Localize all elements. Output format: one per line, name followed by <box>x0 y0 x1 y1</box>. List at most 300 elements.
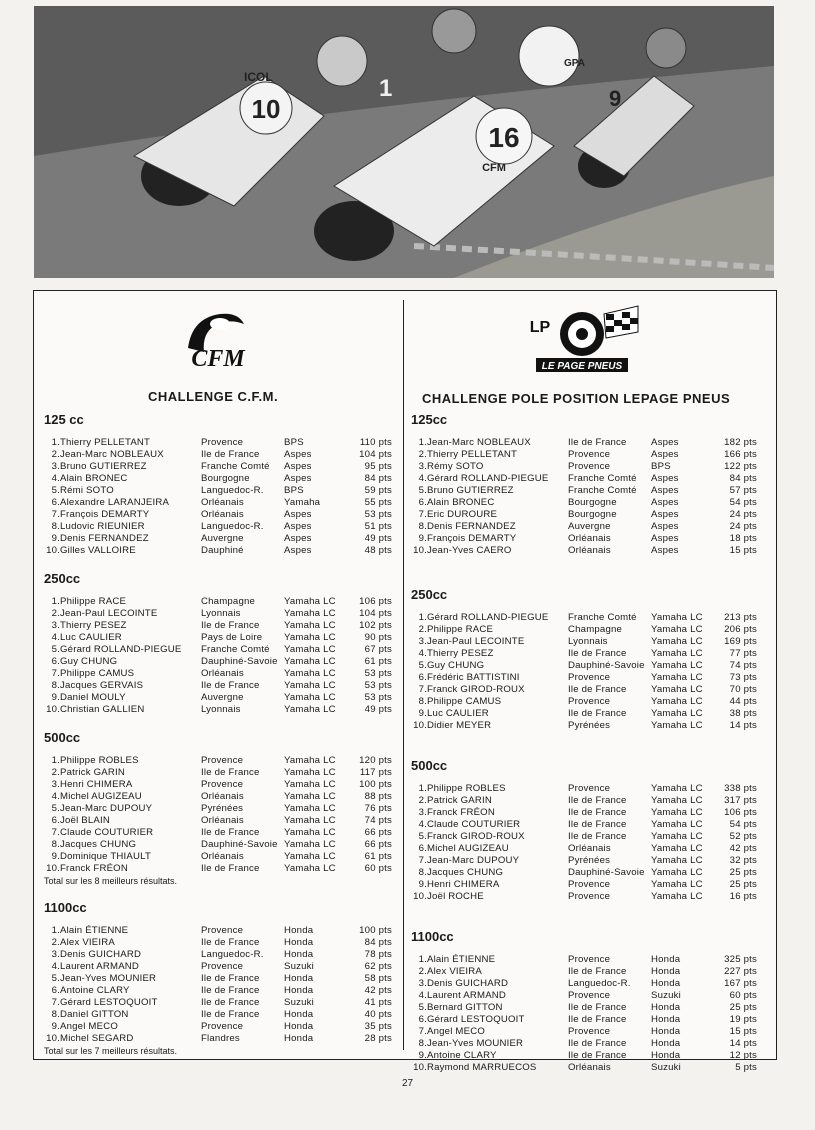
region: Provence <box>568 879 611 890</box>
rank: 6. <box>51 815 60 826</box>
lepage-logo <box>520 302 644 381</box>
region: Champagne <box>568 624 623 635</box>
table-row <box>44 791 392 803</box>
bike: Yamaha LC <box>651 672 703 683</box>
bike: Yamaha LC <box>651 891 703 902</box>
points: 19 pts <box>729 1014 757 1025</box>
bike: Honda <box>651 954 681 965</box>
points: 110 pts <box>359 437 392 448</box>
rider-name: Jean-Paul LECOINTE <box>60 608 158 619</box>
rider-name: Jacques CHUNG <box>427 867 504 878</box>
bike: Honda <box>284 925 314 936</box>
bike: Aspes <box>651 545 679 556</box>
rider-name: Michel SEGARD <box>60 1033 134 1044</box>
rider-name: Jean-Marc NOBLEAUX <box>60 449 164 460</box>
region: Ile de France <box>201 620 260 631</box>
rider-name: Denis GUICHARD <box>60 949 142 960</box>
lepage-results <box>411 412 757 1074</box>
table-row <box>411 978 757 990</box>
points: 15 pts <box>729 545 757 556</box>
rank: 10. <box>46 1033 60 1044</box>
rank: 3. <box>51 620 60 631</box>
points: 60 pts <box>364 863 392 874</box>
bike-number-1: 1 <box>379 75 393 102</box>
rank: 2. <box>418 624 427 635</box>
rider-name: Franck FRÉON <box>427 807 495 818</box>
category-section <box>44 900 392 1056</box>
rank: 2. <box>51 767 60 778</box>
table-row <box>411 831 757 843</box>
bike: Yamaha LC <box>284 755 336 766</box>
right-column-title: CHALLENGE POLE POSITION LEPAGE PNEUS <box>422 391 731 406</box>
rider-name: Thierry PELLETANT <box>427 449 518 460</box>
bike: Yamaha LC <box>651 807 703 818</box>
rank: 2. <box>51 608 60 619</box>
rider-name: Guy CHUNG <box>427 660 485 671</box>
table-row <box>411 819 757 831</box>
region: Provence <box>568 696 611 707</box>
points: 18 pts <box>729 533 757 544</box>
points: 104 pts <box>359 608 392 619</box>
rank: 6. <box>51 656 60 667</box>
category-heading: 500cc <box>411 758 448 773</box>
rank: 8. <box>418 521 427 532</box>
table-row <box>44 437 392 449</box>
rider-name: Thierry PELLETANT <box>60 437 151 448</box>
rider-name: Jean-Paul LECOINTE <box>427 636 525 647</box>
region: Pyrénées <box>201 803 244 814</box>
points: 61 pts <box>364 656 392 667</box>
region: Lyonnais <box>568 636 608 647</box>
bike: Yamaha LC <box>651 783 703 794</box>
bike: Aspes <box>651 485 679 496</box>
rider-name: Angel MECO <box>427 1026 485 1037</box>
region: Lyonnais <box>201 704 241 715</box>
rider-name: Antoine CLARY <box>427 1050 497 1061</box>
rank: 9. <box>51 692 60 703</box>
rank: 9. <box>51 1021 60 1032</box>
table-row <box>411 708 757 720</box>
table-row <box>44 620 392 632</box>
rank: 7. <box>51 997 60 1008</box>
bike: Aspes <box>651 509 679 520</box>
rider-name: Gérard ROLLAND-PIEGUE <box>427 473 549 484</box>
rider-name: Franck GIROD-ROUX <box>427 684 525 695</box>
rank: 8. <box>51 521 60 532</box>
points: 90 pts <box>364 632 392 643</box>
points: 182 pts <box>724 437 757 448</box>
category-heading: 1100cc <box>44 900 87 915</box>
rider-name: Philippe RACE <box>427 624 494 635</box>
rider-name: Michel AUGIZEAU <box>427 843 509 854</box>
rider-name: Claude COUTURIER <box>427 819 521 830</box>
points: 25 pts <box>729 879 757 890</box>
points: 53 pts <box>364 668 392 679</box>
rider-name: Alexandre LARANJEIRA <box>60 497 170 508</box>
rider-name: Laurent ARMAND <box>60 961 140 972</box>
rank: 3. <box>418 461 427 472</box>
points: 62 pts <box>364 961 392 972</box>
sponsor-icol: ICOL <box>244 70 273 84</box>
rank: 5. <box>51 644 60 655</box>
bike: Yamaha LC <box>651 612 703 623</box>
points: 206 pts <box>724 624 757 635</box>
region: Provence <box>201 437 244 448</box>
lepage-logo-mark <box>520 302 644 376</box>
table-row <box>44 1009 392 1021</box>
bike: Yamaha LC <box>651 879 703 890</box>
table-row <box>44 755 392 767</box>
region: Orléanais <box>568 545 611 556</box>
rider-name: Bruno GUTIERREZ <box>60 461 147 472</box>
rider-name: Daniel MOULY <box>60 692 126 703</box>
rider-name: Philippe ROBLES <box>427 783 506 794</box>
rank: 7. <box>418 855 427 866</box>
table-row <box>44 839 392 851</box>
table-row <box>411 497 757 509</box>
points: 100 pts <box>359 779 392 790</box>
region: Ile de France <box>201 937 260 948</box>
points: 61 pts <box>364 851 392 862</box>
points: 213 pts <box>724 612 757 623</box>
region: Ile de France <box>201 973 260 984</box>
bike: Aspes <box>284 509 312 520</box>
bike: Aspes <box>284 533 312 544</box>
table-row <box>411 545 757 557</box>
table-row <box>44 521 392 533</box>
rider-name: Franck GIROD-ROUX <box>427 831 525 842</box>
rank: 5. <box>51 485 60 496</box>
rank: 6. <box>418 497 427 508</box>
rider-name: Antoine CLARY <box>60 985 130 996</box>
table-row <box>44 473 392 485</box>
region: Provence <box>568 461 611 472</box>
rank: 10. <box>46 704 60 715</box>
rank: 4. <box>51 791 60 802</box>
table-row <box>44 803 392 815</box>
bike: Yamaha LC <box>284 620 336 631</box>
rank: 3. <box>51 779 60 790</box>
points: 60 pts <box>729 990 757 1001</box>
rider-name: Denis GUICHARD <box>427 978 509 989</box>
table-row <box>44 863 392 875</box>
rider-name: Philippe CAMUS <box>60 668 135 679</box>
points: 53 pts <box>364 692 392 703</box>
region: Ile de France <box>568 708 627 719</box>
rank: 1. <box>418 612 427 623</box>
rank: 3. <box>418 978 427 989</box>
table-row <box>44 1033 392 1045</box>
points: 74 pts <box>364 815 392 826</box>
points: 42 pts <box>729 843 757 854</box>
category-heading: 250cc <box>411 587 448 602</box>
region: Ile de France <box>201 997 260 1008</box>
points: 122 pts <box>724 461 757 472</box>
bike: Yamaha LC <box>651 855 703 866</box>
rider-name: Guy CHUNG <box>60 656 118 667</box>
table-row <box>44 704 392 716</box>
points: 120 pts <box>359 755 392 766</box>
table-row <box>411 1002 757 1014</box>
region: Franche Comté <box>201 461 270 472</box>
category-section <box>44 730 392 886</box>
region: Provence <box>568 891 611 902</box>
rank: 8. <box>51 1009 60 1020</box>
rider-name: Michel AUGIZEAU <box>60 791 142 802</box>
bike: Aspes <box>651 473 679 484</box>
region: Lyonnais <box>201 608 241 619</box>
region: Ile de France <box>201 863 260 874</box>
page-number: 27 <box>401 1078 414 1089</box>
table-row <box>411 855 757 867</box>
table-row <box>411 720 757 732</box>
rider-name: Henri CHIMERA <box>60 779 133 790</box>
rider-name: Eric DUROURE <box>427 509 498 520</box>
table-row <box>411 612 757 624</box>
points: 14 pts <box>729 720 757 731</box>
table-row <box>44 680 392 692</box>
rank: 10. <box>413 891 427 902</box>
table-row <box>44 973 392 985</box>
bike: Aspes <box>284 473 312 484</box>
table-row <box>411 954 757 966</box>
bike: Yamaha LC <box>651 831 703 842</box>
region: Ile de France <box>568 1038 627 1049</box>
region: Provence <box>568 449 611 460</box>
region: Dauphiné-Savoie <box>568 660 645 671</box>
region: Ile de France <box>568 1050 627 1061</box>
rider-name: Alex VIEIRA <box>60 937 115 948</box>
bike: Yamaha LC <box>651 684 703 695</box>
rider-name: Patrick GARIN <box>60 767 125 778</box>
points: 54 pts <box>729 819 757 830</box>
table-row <box>411 966 757 978</box>
region: Bourgogne <box>201 473 250 484</box>
bike: Yamaha LC <box>284 704 336 715</box>
rider-name: Luc CAULIER <box>427 708 489 719</box>
bike: Aspes <box>651 437 679 448</box>
bike: Aspes <box>284 461 312 472</box>
rank: 6. <box>418 1014 427 1025</box>
rider-name: Jean-Yves MOUNIER <box>427 1038 524 1049</box>
category-heading: 125cc <box>411 412 448 427</box>
region: Auvergne <box>201 692 244 703</box>
rider-name: François DEMARTY <box>427 533 517 544</box>
bike: Yamaha LC <box>284 692 336 703</box>
table-row <box>411 485 757 497</box>
bike: Yamaha LC <box>284 851 336 862</box>
table-row <box>44 767 392 779</box>
region: Auvergne <box>201 533 244 544</box>
category-section <box>411 929 757 1074</box>
region: Dauphiné-Savoie <box>201 839 278 850</box>
points: 51 pts <box>364 521 392 532</box>
rider-name: Christian GALLIEN <box>60 704 145 715</box>
region: Ile de France <box>201 680 260 691</box>
rank: 4. <box>418 648 427 659</box>
points: 338 pts <box>724 783 757 794</box>
bike: Honda <box>651 966 681 977</box>
table-row <box>44 632 392 644</box>
rider-name: Denis FERNANDEZ <box>427 521 516 532</box>
bike: Yamaha LC <box>651 636 703 647</box>
results-table <box>411 783 757 903</box>
points: 169 pts <box>724 636 757 647</box>
region: Languedoc-R. <box>201 485 264 496</box>
rider-name: Jean-Yves MOUNIER <box>60 973 157 984</box>
bike: Aspes <box>651 521 679 532</box>
rider-name: Alain ÉTIENNE <box>60 925 129 936</box>
table-row <box>44 656 392 668</box>
rank: 8. <box>418 1038 427 1049</box>
table-row <box>411 648 757 660</box>
points: 49 pts <box>364 704 392 715</box>
points: 59 pts <box>364 485 392 496</box>
rider-name: Frédéric BATTISTINI <box>427 672 520 683</box>
rider-name: Philippe CAMUS <box>427 696 502 707</box>
points: 102 pts <box>359 620 392 631</box>
rank: 5. <box>51 803 60 814</box>
table-row <box>411 437 757 449</box>
category-section <box>411 412 757 557</box>
rank: 7. <box>418 684 427 695</box>
region: Bourgogne <box>568 497 617 508</box>
points: 74 pts <box>729 660 757 671</box>
rider-name: Thierry PESEZ <box>427 648 494 659</box>
category-section <box>44 571 392 716</box>
rank: 10. <box>413 1062 427 1073</box>
region: Provence <box>568 954 611 965</box>
points: 95 pts <box>364 461 392 472</box>
region: Orléanais <box>568 533 611 544</box>
table-row <box>44 937 392 949</box>
region: Provence <box>201 755 244 766</box>
table-row <box>44 596 392 608</box>
bike: Yamaha LC <box>284 767 336 778</box>
region: Pyrénées <box>568 720 611 731</box>
bike: Honda <box>284 1009 314 1020</box>
rider-name: Bruno GUTIERREZ <box>427 485 514 496</box>
bike: Honda <box>284 949 314 960</box>
rank: 2. <box>418 966 427 977</box>
region: Orléanais <box>201 791 244 802</box>
region: Ile de France <box>201 1009 260 1020</box>
points: 166 pts <box>724 449 757 460</box>
table-row <box>411 783 757 795</box>
table-row <box>44 449 392 461</box>
lepage-monogram: LP <box>529 319 551 336</box>
bike-number-9: 9 <box>609 86 622 111</box>
rank: 6. <box>418 672 427 683</box>
category-heading: 1100cc <box>411 929 454 944</box>
rank: 3. <box>51 949 60 960</box>
table-row <box>44 997 392 1009</box>
table-row <box>411 807 757 819</box>
rank: 6. <box>418 843 427 854</box>
region: Provence <box>201 779 244 790</box>
bike: Aspes <box>284 545 312 556</box>
bike: Aspes <box>651 533 679 544</box>
results-table <box>44 755 392 875</box>
cfm-results <box>44 412 392 1056</box>
rank: 10. <box>46 545 60 556</box>
points: 25 pts <box>729 867 757 878</box>
region: Ile de France <box>568 1002 627 1013</box>
rider-name: Philippe ROBLES <box>60 755 139 766</box>
rider-name: Thierry PESEZ <box>60 620 127 631</box>
bike: Honda <box>284 973 314 984</box>
points: 15 pts <box>729 1026 757 1037</box>
table-row <box>411 636 757 648</box>
bike: Yamaha LC <box>284 803 336 814</box>
table-row <box>411 672 757 684</box>
table-row <box>411 696 757 708</box>
rank: 7. <box>51 668 60 679</box>
table-row <box>44 949 392 961</box>
rank: 10. <box>46 863 60 874</box>
region: Pyrénées <box>568 855 611 866</box>
points: 78 pts <box>364 949 392 960</box>
table-row <box>411 473 757 485</box>
rank: 10. <box>413 545 427 556</box>
region: Provence <box>201 1021 244 1032</box>
region: Ile de France <box>568 819 627 830</box>
table-row <box>44 509 392 521</box>
rider-name: Rémy SOTO <box>427 461 484 472</box>
rider-name: Gérard ROLLAND-PIEGUE <box>427 612 549 623</box>
rank: 3. <box>51 461 60 472</box>
rider-name: Gérard LESTOQUOIT <box>427 1014 525 1025</box>
table-row <box>411 867 757 879</box>
region: Provence <box>568 783 611 794</box>
race-photo <box>34 6 774 278</box>
table-row <box>44 827 392 839</box>
region: Ile de France <box>568 684 627 695</box>
bike: Yamaha LC <box>284 839 336 850</box>
rank: 7. <box>418 1026 427 1037</box>
rank: 1. <box>51 437 60 448</box>
table-row <box>411 990 757 1002</box>
rider-name: Alain BRONEC <box>60 473 128 484</box>
bike: Yamaha LC <box>284 827 336 838</box>
rank: 4. <box>418 819 427 830</box>
rider-name: Rémi SOTO <box>60 485 114 496</box>
region: Pays de Loire <box>201 632 263 643</box>
bike: Honda <box>651 978 681 989</box>
bike: Yamaha LC <box>651 660 703 671</box>
rider-name: Didier MEYER <box>427 720 492 731</box>
table-row <box>411 684 757 696</box>
bike: Yamaha LC <box>651 696 703 707</box>
rank: 2. <box>51 449 60 460</box>
region: Ile de France <box>201 985 260 996</box>
rank: 1. <box>51 925 60 936</box>
rider-name: Denis FERNANDEZ <box>60 533 149 544</box>
points: 24 pts <box>729 509 757 520</box>
points: 70 pts <box>729 684 757 695</box>
rank: 6. <box>51 497 60 508</box>
rider-name: Jean-Marc DUPOUY <box>60 803 153 814</box>
rider-name: Jean-Marc NOBLEAUX <box>427 437 531 448</box>
cfm-logo <box>178 308 256 379</box>
bike: Honda <box>284 985 314 996</box>
bike: Yamaha LC <box>284 596 336 607</box>
bike: Honda <box>284 937 314 948</box>
rider-name: Henri CHIMERA <box>427 879 500 890</box>
rank: 9. <box>51 851 60 862</box>
points: 49 pts <box>364 533 392 544</box>
rider-name: Gilles VALLOIRE <box>60 545 136 556</box>
